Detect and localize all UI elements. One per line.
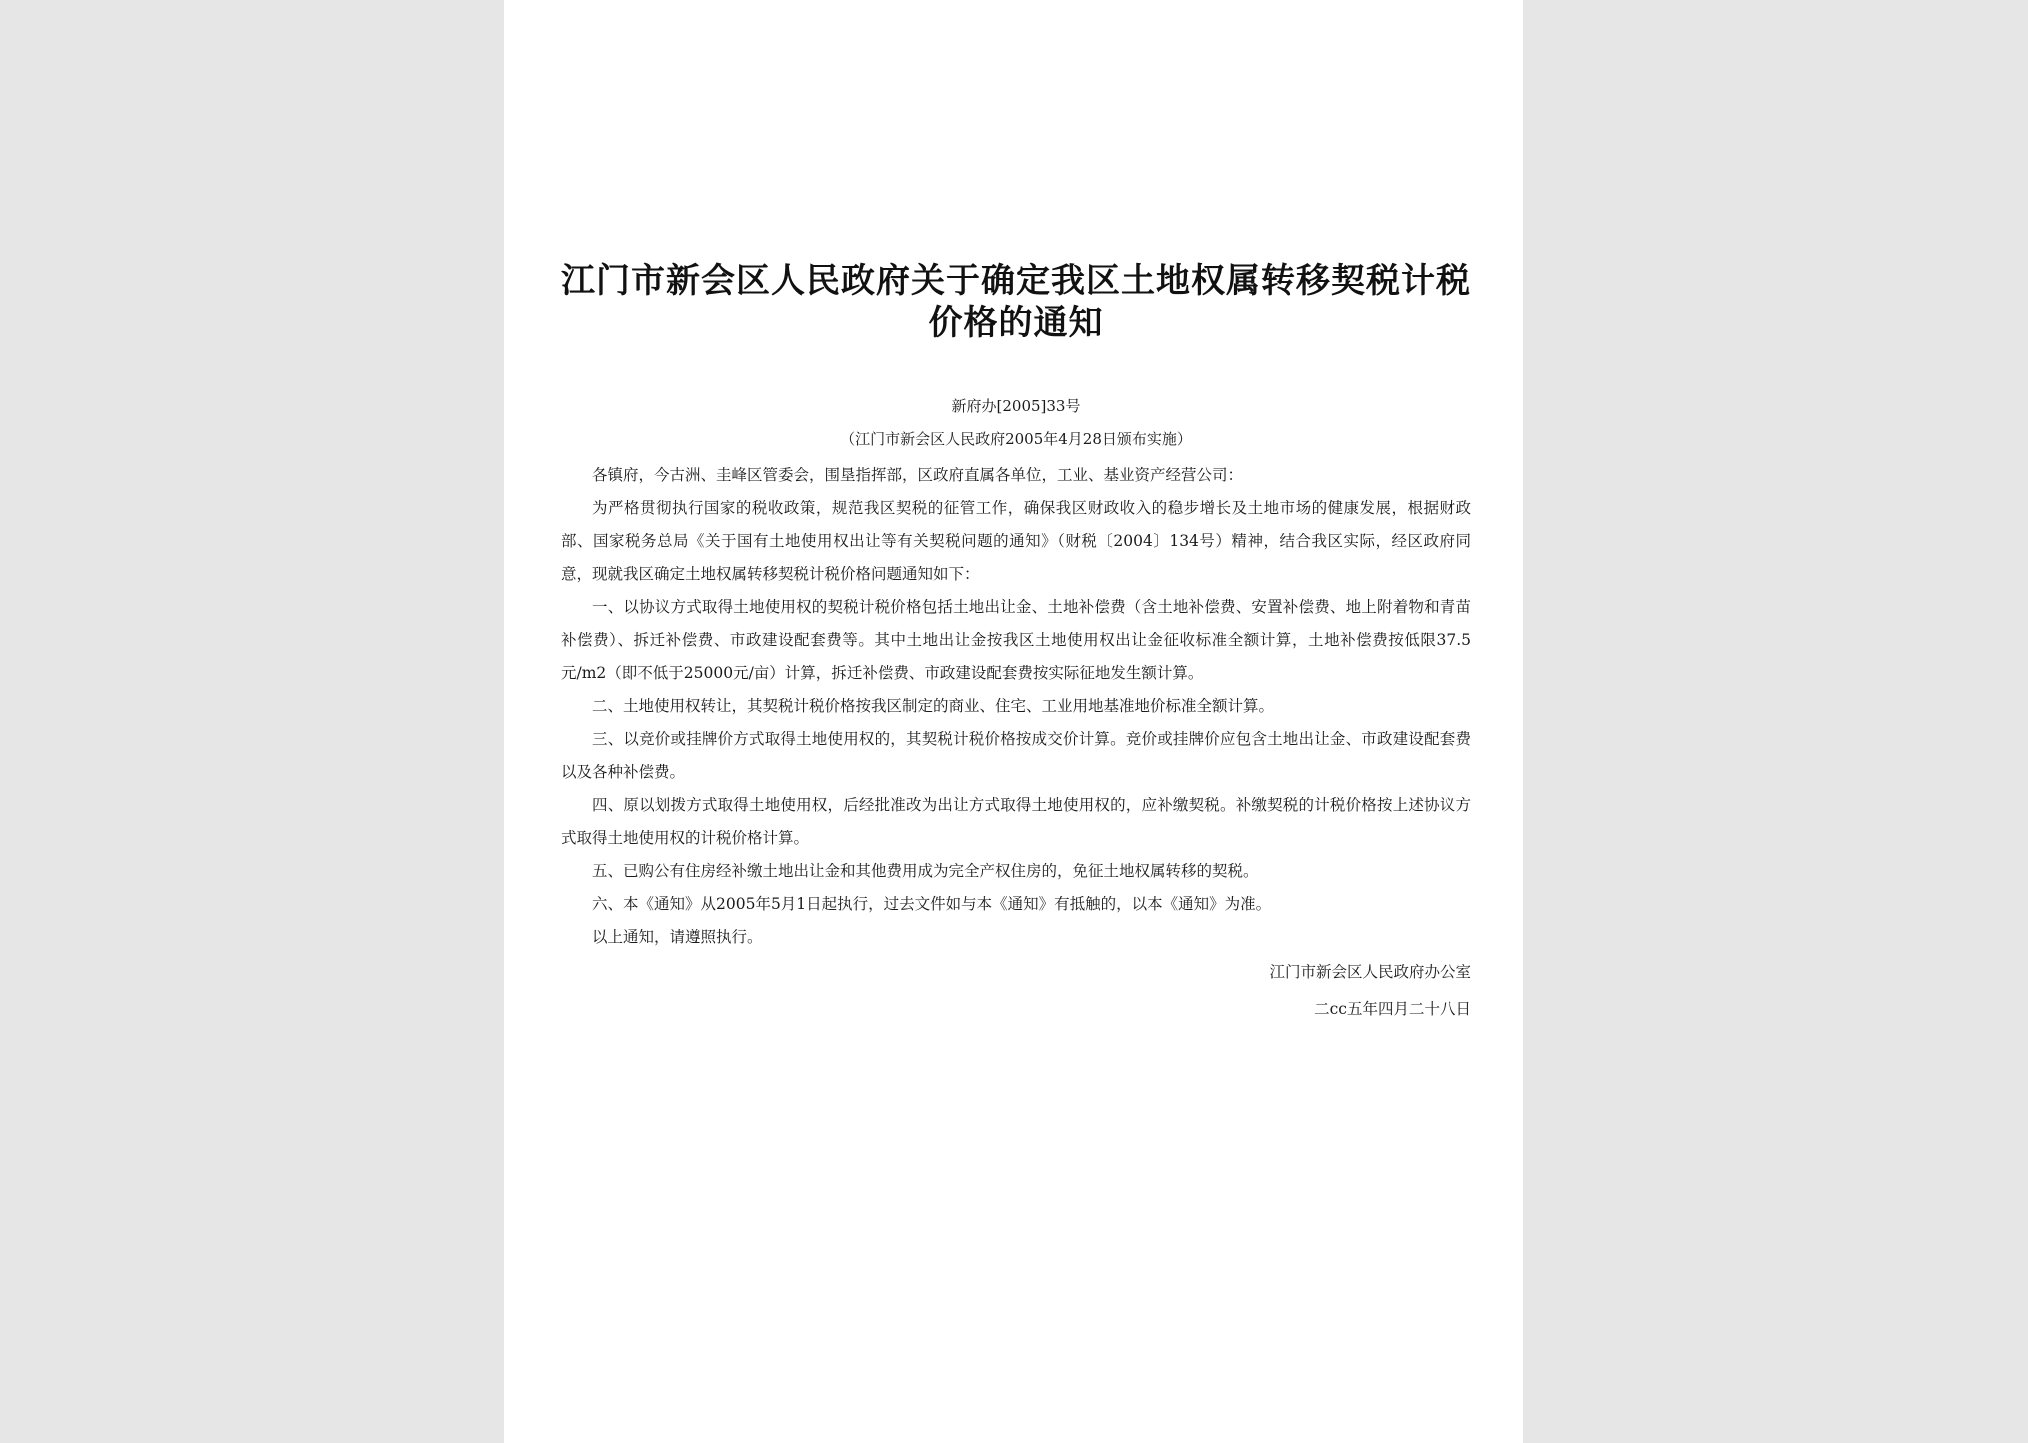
- document-content: [561, 260, 1471, 1026]
- issued-note: （江门市新会区人民政府2005年4月28日颁布实施）: [840, 430, 1192, 448]
- document-title: 江门市新会区人民政府关于确定我区土地权属转移契税计税价格的通知: [561, 261, 1471, 343]
- intro-paragraph: 为严格贯彻执行国家的税收政策，规范我区契税的征管工作，确保我区财政收入的稳步增长及土地市场的健康发展，根据财政部、国家税务总局《关于国有土地使用权出让等有关契税问题的通知》（财税〔2004〕134号）精神，结合我区实际，经区政府同意，现就我区确定土地权属转移契税计税价格问题通知如下：: [561, 499, 1471, 583]
- signature: 江门市新会区人民政府办公室: [1269, 963, 1471, 981]
- document-page: [504, 0, 1523, 1443]
- item-paragraph: 三、以竞价或挂牌价方式取得土地使用权的，其契税计税价格按成交价计算。竞价或挂牌价应包含土地出让金、市政建设配套费以及各种补偿费。: [561, 730, 1471, 781]
- item-paragraph: 六、本《通知》从2005年5月1日起执行，过去文件如与本《通知》有抵触的，以本《通知》为准。: [592, 895, 1272, 913]
- document-body: [561, 459, 1471, 954]
- salutation: 各镇府，今古洲、圭峰区管委会，围垦指挥部，区政府直属各单位，工业、基业资产经营公司：: [592, 466, 1244, 484]
- item-paragraph: 四、原以划拨方式取得土地使用权，后经批准改为出让方式取得土地使用权的，应补缴契税。补缴契税的计税价格按上述协议方式取得土地使用权的计税价格计算。: [561, 796, 1471, 847]
- document-date: 二cc五年四月二十八日: [1314, 1000, 1471, 1018]
- closing-paragraph: 以上通知，请遵照执行。: [592, 928, 763, 946]
- document-number: 新府办[2005]33号: [951, 397, 1081, 415]
- item-paragraph: 一、以协议方式取得土地使用权的契税计税价格包括土地出让金、土地补偿费（含土地补偿费、安置补偿费、地上附着物和青苗补偿费）、拆迁补偿费、市政建设配套费等。其中土地出让金按我区土地使用权出让金征收标准全额计算，土地补偿费按低限37.5元/m2（即不低于25000元/亩）计算，拆迁补偿费、市政建设配套费按实际征地发生额计算。: [561, 598, 1471, 682]
- item-paragraph: 二、土地使用权转让，其契税计税价格按我区制定的商业、住宅、工业用地基准地价标准全额计算。: [592, 697, 1275, 715]
- item-paragraph: 五、已购公有住房经补缴土地出让金和其他费用成为完全产权住房的，免征土地权属转移的契税。: [592, 862, 1259, 880]
